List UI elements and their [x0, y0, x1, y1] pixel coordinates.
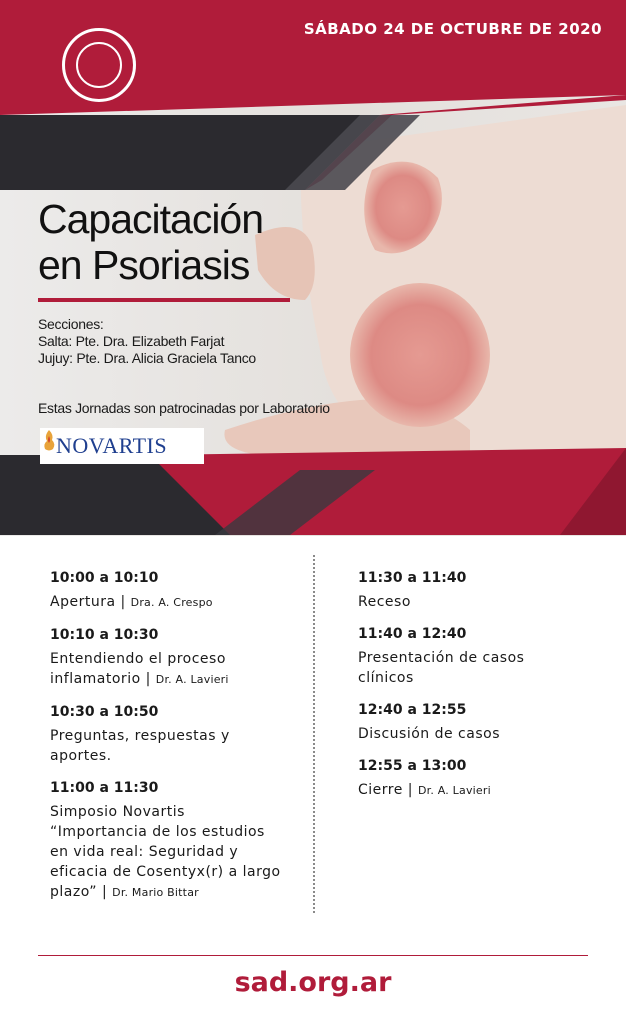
agenda-speaker: Dr. A. Lavieri	[155, 673, 229, 686]
sections-block	[38, 316, 256, 367]
novartis-wordmark: NOVARTIS	[56, 433, 168, 458]
title-line-1: Capacitación	[38, 196, 264, 242]
novartis-flame-icon	[40, 428, 58, 452]
agenda-right-column	[358, 568, 588, 813]
agenda-time: 11:30 a 11:40	[358, 570, 467, 586]
agenda-item	[358, 756, 588, 801]
agenda-desc: Presentación de casos clínicos	[358, 650, 525, 686]
agenda-item	[50, 568, 300, 613]
agenda-time: 10:10 a 10:30	[50, 627, 159, 643]
title-underline	[38, 298, 290, 302]
footer-divider	[38, 955, 588, 956]
psoriasis-plaque-lower	[350, 283, 490, 427]
agenda-desc: Cierre | Dr. A. Lavieri	[358, 782, 491, 798]
agenda-item	[50, 702, 300, 766]
agenda-desc: Preguntas, respuestas y aportes.	[50, 728, 230, 764]
logo-emblem	[76, 42, 122, 88]
novartis-logo	[40, 428, 204, 464]
section-jujuy: Jujuy: Pte. Dra. Alicia Graciela Tanco	[38, 350, 256, 366]
sponsor-text: Estas Jornadas son patrocinadas por Laboratorio	[38, 400, 330, 416]
agenda-item	[50, 625, 300, 690]
agenda-desc: Simposio Novartis “Importancia de los estudios en vida real: Seguridad y eficacia de Cosentyx(r) a largo plazo” | Dr. Mario Bittar	[50, 804, 281, 900]
agenda-time: 12:55 a 13:00	[358, 758, 467, 774]
agenda-time: 10:30 a 10:50	[50, 704, 159, 720]
agenda-time: 11:40 a 12:40	[358, 626, 467, 642]
agenda-time: 10:00 a 10:10	[50, 570, 159, 586]
sections-label: Secciones:	[38, 316, 104, 332]
title-line-2: en Psoriasis	[38, 242, 250, 288]
event-date: SÁBADO 24 DE OCTUBRE DE 2020	[303, 20, 602, 38]
agenda-time: 12:40 a 12:55	[358, 702, 467, 718]
agenda-speaker: Dra. A. Crespo	[130, 596, 213, 609]
agenda-divider	[313, 555, 315, 913]
agenda-desc: Apertura | Dra. A. Crespo	[50, 594, 213, 610]
agenda-item	[358, 568, 588, 612]
agenda-item	[358, 624, 588, 688]
agenda-speaker: Dr. A. Lavieri	[417, 784, 491, 797]
website-link[interactable]: sad.org.ar	[234, 967, 392, 998]
agenda-item	[358, 700, 588, 744]
agenda-item	[50, 778, 300, 903]
section-salta: Salta: Pte. Dra. Elizabeth Farjat	[38, 333, 225, 349]
agenda-left-column	[50, 568, 300, 915]
agenda-desc: Receso	[358, 594, 411, 610]
agenda-desc: Discusión de casos	[358, 726, 500, 742]
agenda-time: 11:00 a 11:30	[50, 780, 159, 796]
sad-logo	[62, 28, 136, 102]
page-title	[38, 196, 263, 288]
agenda-desc: Entendiendo el proceso inflamatorio | Dr. A. Lavieri	[50, 651, 229, 687]
agenda-speaker: Dr. Mario Bittar	[112, 886, 199, 899]
